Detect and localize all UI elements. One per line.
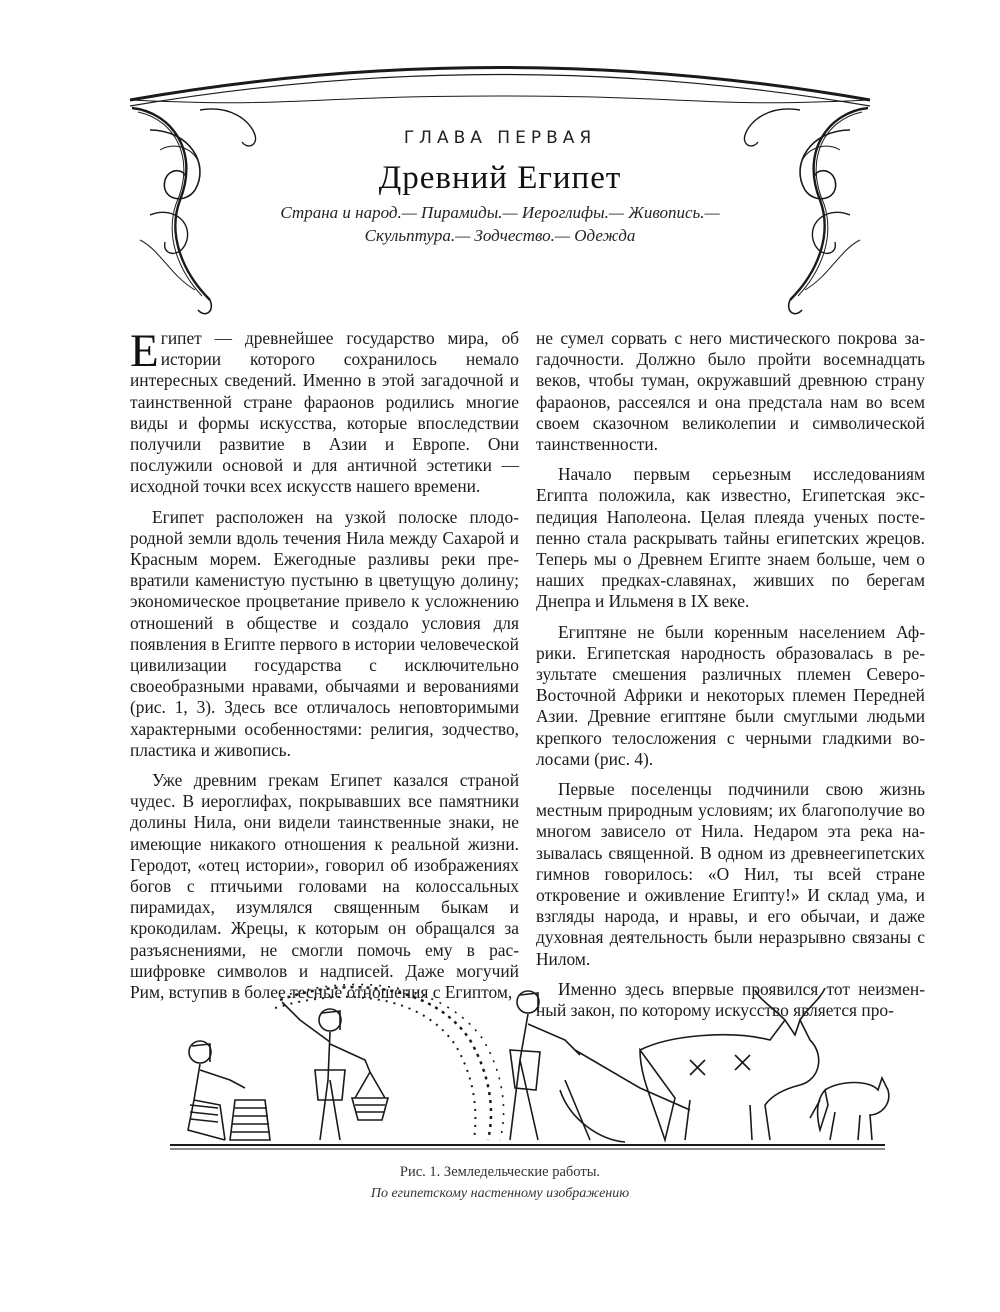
drop-cap: Е (130, 325, 159, 377)
chapter-subtitle-line-1: Страна и народ.— Пирамиды.— Иероглифы.— Живопись.— (280, 203, 720, 222)
figure-caption: Рис. 1. Земледельческие работы. (399, 1164, 601, 1180)
paragraph-text: гипет — древнейшее государство мира, об истории которого сохранилось немало интересных сведений. Именно в этой загадочной и таинственной стране фараонов родились многие виды и формы искусства, которые впоследствии получили развитие в Азии и Европе. Они послужили основой и для античной эстетики — исходной точки всех искусств нашего времени. (130, 328, 519, 497)
chapter-subtitle (280, 201, 720, 247)
paragraph: Именно здесь впервые проявился тот неизменный закон, по которому искусство является про- (536, 978, 925, 1021)
paragraph: Первые поселенцы подчинили свою жизнь местным природным условиям; их благополучие во многом зависело от Нила. Недаром эта река называлась священной. В одном из древнеегипетских гимнов говорилось: «О Нил, ты всей стране откровение и оживление Египту!» И склад ума, и взгляды народа, и нравы, и его обычаи, и даже духовная деятельность были неразрывно связаны с Нилом. (536, 779, 925, 969)
paragraph (130, 325, 519, 498)
chapter-title: Древний Египет (378, 160, 622, 196)
paragraph: Начало первым серьезным исследованиям Египта положила, как известно, Египетская экспедиция Наполеона. Целая плеяда ученых постепенно стала раскрывать тайны египетских жрецов. Теперь мы о Древнем Египте знаем больше, чем о наших предках-славянах, живших по берегам Днепра и Ильменя в IX веке. (536, 464, 925, 612)
paragraph: Уже древним грекам Египет казался страной чудес. В иероглифах, покрывавших все памятники долины Нила, они видели таинственные знаки, не имеющие никакого отношения к реальной жизни. Геродот, «отец истории», говорил об изображениях богов с птичьими головами на колоссальных пирамидах, изумлялся священным быкам и крокодилам. Жрецы, к которым он обращался за разъяснениями, не смогли помочь ему в расшифровке символов и надписей. Даже могучий Рим, вступив в более тесные отношения с Египтом, (130, 770, 519, 1003)
chapter-subtitle-line-2: Скульптура.— Зодчество.— Одежда (364, 226, 636, 245)
egyptian-farming-illustration (170, 980, 890, 1155)
chapter-label: ГЛАВА ПЕРВАЯ (403, 128, 597, 148)
figure-source: По египетскому настенному изображению (370, 1186, 630, 1201)
left-column (130, 325, 519, 1012)
right-column (536, 328, 925, 1030)
paragraph: не сумел сорвать с него мистического покрова загадочности. Должно было пройти восемнадцать веков, чтобы туман, окружавший древнюю страну фараонов, рассеялся и она предстала нам во всем своем сказочном великолепии и символической таинственности. (536, 328, 925, 455)
paragraph: Египтяне не были коренным населением Африки. Египетская народность образовалась в результате смешения различных племен Северо-Восточной Африки и некоторых племен Передней Азии. Древние египтяне были смуглыми людьми крепкого телосложения с черными гладкими волосами (рис. 4). (536, 621, 925, 769)
paragraph: Египет расположен на узкой полоске плодородной земли вдоль течения Нила между Сахарой и Красным морем. Ежегодные разливы реки превратили каменистую пустыню в цветущую долину; экономическое процветание привело к усложнению отношений в обществе и создало условия для появления в Египте первого в истории человеческой цивилизации государства с исключительно своеобразными нравами, обычаями и верованиями (рис. 1, 3). Здесь все отличалось неповторимыми характерными особенностями: религия, зодчество, пластика и живопись. (130, 506, 519, 760)
